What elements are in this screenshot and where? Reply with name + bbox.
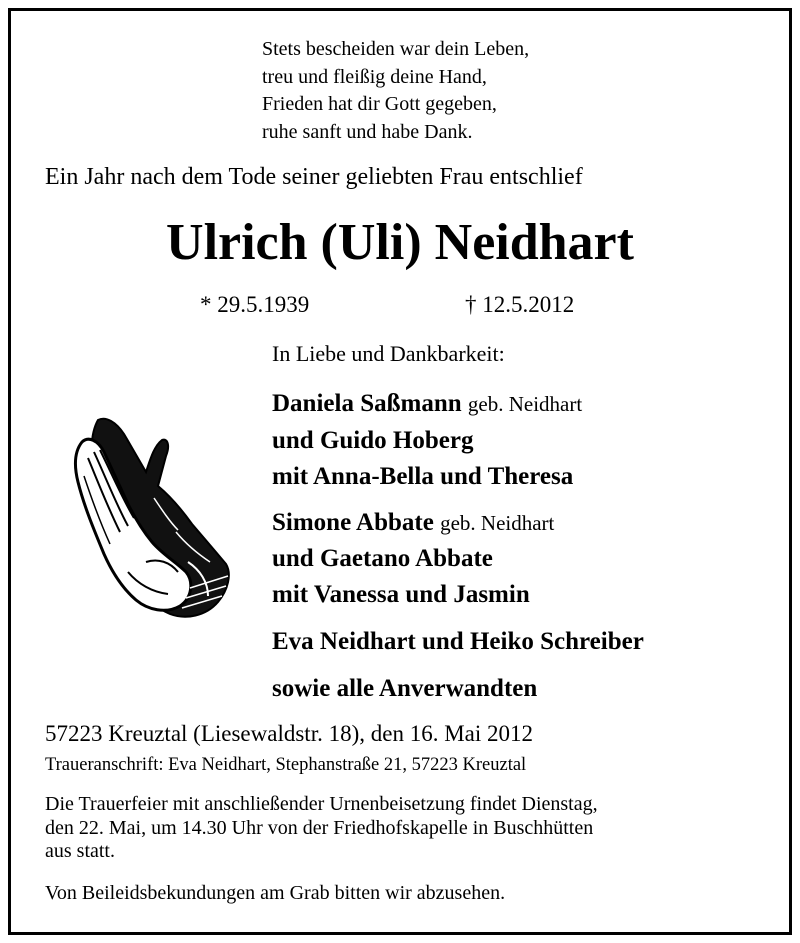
family-line-daniela <box>272 390 582 418</box>
death-date: † 12.5.2012 <box>465 292 575 317</box>
deceased-name: Ulrich (Uli) Neidhart <box>166 214 634 271</box>
condolence-note: Von Beileidsbekundungen am Grab bitten wir abzusehen. <box>45 882 506 904</box>
poem-line: Stets bescheiden war dein Leben, <box>262 38 530 60</box>
family-line-simone <box>272 509 554 537</box>
place-date: 57223 Kreuztal (Liesewaldstr. 18), den 16. Mai 2012 <box>45 721 533 746</box>
mourning-address: Traueranschrift: Eva Neidhart, Stephanstraße 21, 57223 Kreuztal <box>45 755 527 775</box>
family-line-gaetano: und Gaetano Abbate <box>272 545 493 572</box>
memorial-poem <box>262 36 529 146</box>
funeral-info <box>45 793 598 864</box>
poem-line: ruhe sanft und habe Dank. <box>262 120 473 143</box>
family-line-eva: Eva Neidhart und Heiko Schreiber <box>272 628 644 655</box>
funeral-line: Die Trauerfeier mit anschließender Urnenbeisetzung findet Dienstag, <box>45 793 598 815</box>
maiden-name: geb. Neidhart <box>467 392 583 416</box>
funeral-line: den 22. Mai, um 14.30 Uhr von der Friedhofskapelle in Buschhütten <box>45 816 594 839</box>
family-name: Daniela Saßmann <box>272 390 462 417</box>
praying-hands-icon <box>58 412 234 622</box>
love-line: In Liebe und Dankbarkeit: <box>272 341 505 366</box>
poem-line: treu und fleißig deine Hand, <box>262 65 487 88</box>
poem-line: Frieden hat dir Gott gegeben, <box>262 93 497 115</box>
family-line-daniela-kids: mit Anna-Bella und Theresa <box>272 463 574 490</box>
maiden-name: geb. Neidhart <box>440 511 555 535</box>
family-line-guido: und Guido Hoberg <box>272 427 474 454</box>
family-line-relatives: sowie alle Anverwandten <box>272 675 538 702</box>
family-line-simone-kids: mit Vanessa und Jasmin <box>272 581 530 608</box>
family-name: Simone Abbate <box>272 509 434 536</box>
birth-date: * 29.5.1939 <box>200 292 310 317</box>
intro-line: Ein Jahr nach dem Tode seiner geliebten Frau entschlief <box>45 164 583 190</box>
funeral-line: aus statt. <box>45 840 115 862</box>
